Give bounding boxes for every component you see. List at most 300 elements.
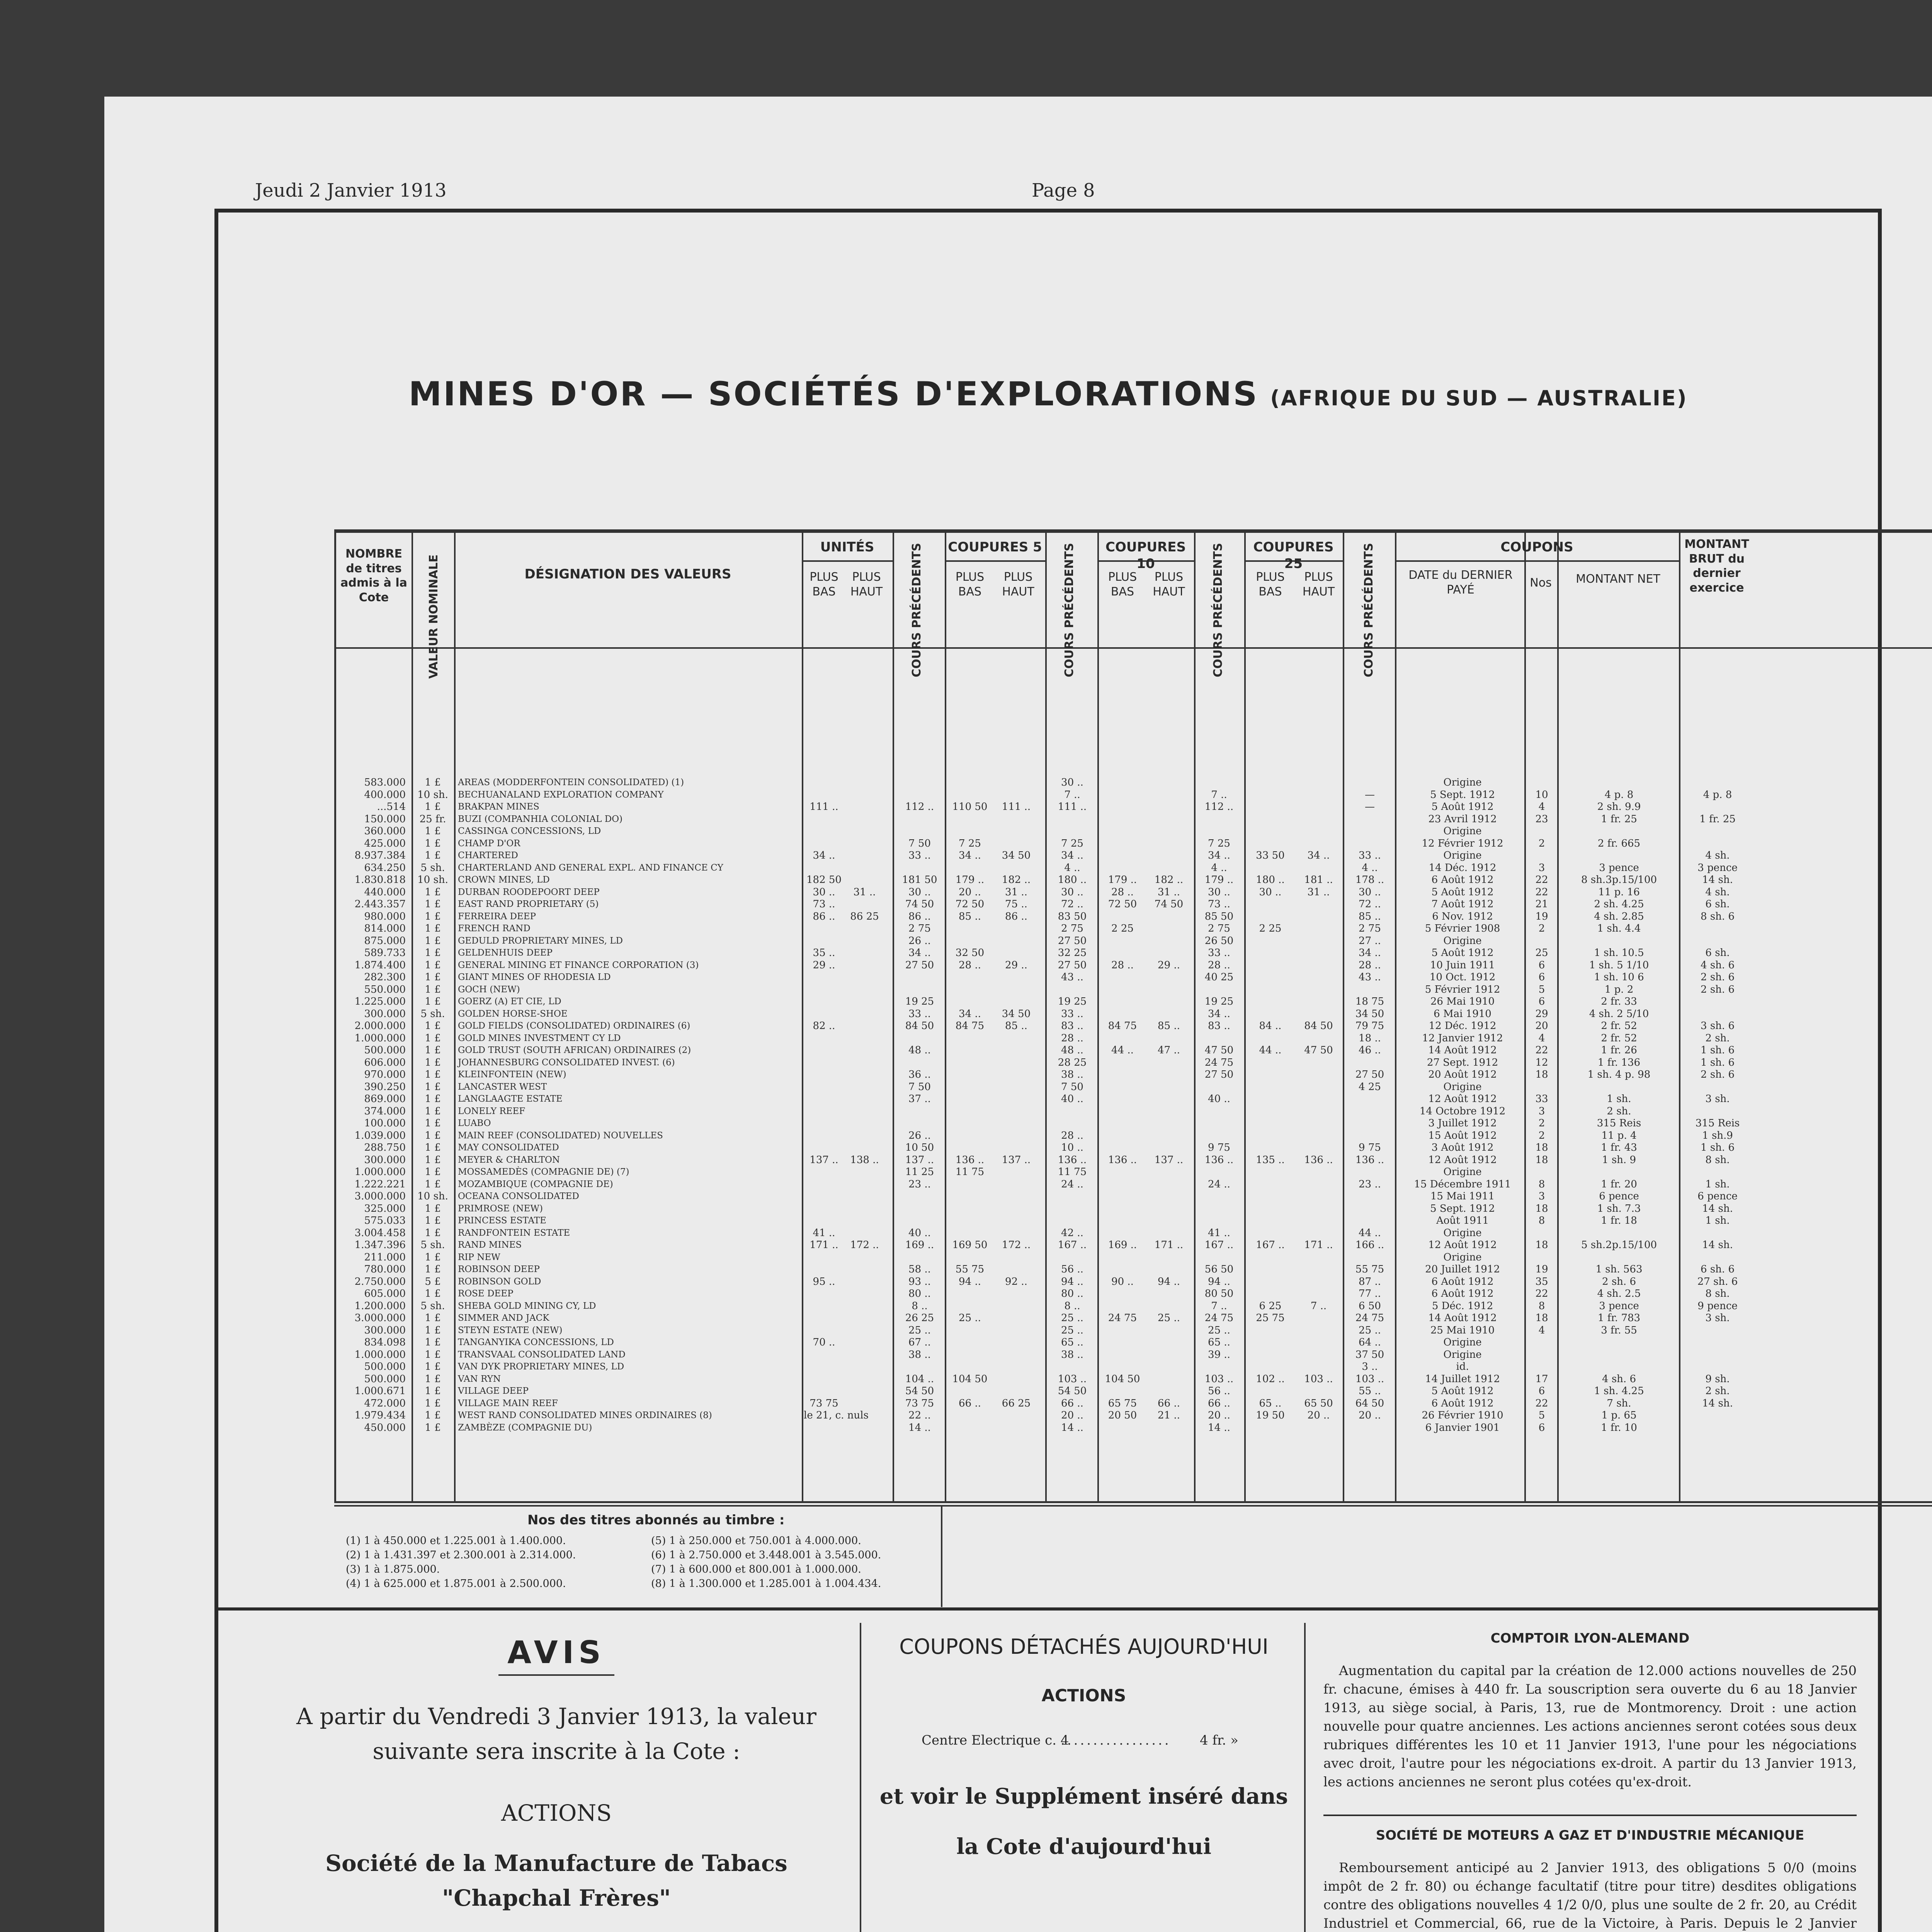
cell-no: 8 xyxy=(1538,1215,1545,1226)
table-row xyxy=(336,1325,1932,1337)
cell-u1: 30 .. xyxy=(813,886,835,898)
cell-br: 1 sh.9 xyxy=(1702,1129,1733,1141)
cell-mt: 1 fr. 10 xyxy=(1601,1422,1637,1434)
cell-n: 1.000.671 xyxy=(354,1385,406,1397)
cell-mt: 2 fr. 52 xyxy=(1601,1032,1637,1044)
cell-c4: 18 .. xyxy=(1359,1032,1381,1044)
cell-c2: 2 75 xyxy=(1061,923,1083,934)
abonne-line: (5) 1 à 250.000 et 750.001 à 4.000.000. xyxy=(651,1535,861,1547)
table-row xyxy=(336,1032,1932,1045)
table-row xyxy=(336,825,1932,838)
cell-c1: 93 .. xyxy=(908,1276,931,1287)
cell-br: 3 sh. xyxy=(1705,1093,1730,1105)
cell-c1: 7 50 xyxy=(908,837,931,849)
cell-c3: 34 .. xyxy=(1208,1008,1230,1020)
cell-c4: 136 .. xyxy=(1355,1154,1384,1166)
cell-c3: 34 .. xyxy=(1208,850,1230,861)
cell-dt: 7 Août 1912 xyxy=(1431,898,1494,910)
cell-u1: 70 .. xyxy=(813,1337,835,1348)
cell-d: LONELY REEF xyxy=(458,1106,526,1116)
cell-c1: 58 .. xyxy=(908,1264,931,1275)
cell-c3: 94 .. xyxy=(1208,1276,1230,1287)
cell-mt: 7 sh. xyxy=(1607,1397,1631,1409)
cell-br: 3 sh. 6 xyxy=(1701,1020,1735,1032)
coupons-detaches-actions: ACTIONS xyxy=(1041,1686,1126,1706)
cell-mt: 5 sh.2p.15/100 xyxy=(1581,1239,1657,1251)
cell-p5: 84 .. xyxy=(1259,1020,1282,1032)
quotation-table xyxy=(334,529,1932,1503)
cell-mt: 2 fr. 665 xyxy=(1597,837,1641,849)
cell-br: 1 sh. 6 xyxy=(1701,1044,1735,1056)
running-head-date: Jeudi 2 Janvier 1913 xyxy=(255,180,447,201)
cell-u1: 73 75 xyxy=(810,1397,838,1409)
header-coupures-5: COUPURES 5 xyxy=(948,539,1042,555)
cell-dt: 5 Août 1912 xyxy=(1431,886,1494,898)
cell-c3: 24 .. xyxy=(1208,1178,1230,1190)
cell-c2: 43 .. xyxy=(1061,971,1083,983)
running-head-page: Page 8 xyxy=(1032,180,1095,201)
cell-n: 634.250 xyxy=(364,862,406,874)
avis-left-box xyxy=(296,1634,817,1915)
cell-v: 1 £ xyxy=(425,971,441,983)
cell-p2: 66 25 xyxy=(1002,1397,1031,1409)
coupon-line: Centre Electrique c. 4 ................. 4 fr. » xyxy=(922,1733,1238,1748)
cell-v: 1 £ xyxy=(425,1020,441,1032)
cell-mt: 2 sh. 9.9 xyxy=(1597,801,1641,813)
cell-dt: 20 Août 1912 xyxy=(1428,1069,1497,1080)
cell-br: 4 sh. xyxy=(1705,850,1730,861)
cell-dt: Origine xyxy=(1443,1337,1482,1348)
cell-c4: 34 50 xyxy=(1355,1008,1384,1020)
abonne-line: (6) 1 à 2.750.000 et 3.448.001 à 3.545.000. xyxy=(651,1549,881,1561)
cell-c3: 80 50 xyxy=(1204,1288,1234,1299)
abonne-line: (1) 1 à 450.000 et 1.225.001 à 1.400.000. xyxy=(346,1535,566,1547)
cell-c3: 20 .. xyxy=(1208,1410,1230,1421)
cell-p5: 102 .. xyxy=(1256,1373,1285,1385)
table-row xyxy=(336,1312,1932,1325)
cell-d: GOLD TRUST (SOUTH AFRICAN) ORDINAIRES (2) xyxy=(458,1045,691,1055)
header-plus-haut-4: PLUS HAUT xyxy=(1302,570,1335,599)
cell-dt: 6 Nov. 1912 xyxy=(1432,910,1493,922)
cell-p5: 167 .. xyxy=(1256,1239,1285,1251)
cell-c2: 27 50 xyxy=(1058,959,1087,971)
cell-br: 3 sh. xyxy=(1705,1312,1730,1324)
section-divider xyxy=(218,1607,1878,1611)
cell-no: 6 xyxy=(1538,1422,1545,1434)
cell-p4: 94 .. xyxy=(1158,1276,1180,1287)
cell-d: CROWN MINES, LD xyxy=(458,875,550,885)
cell-c3: 73 .. xyxy=(1208,898,1230,910)
cell-c1: 38 .. xyxy=(908,1349,931,1361)
cell-p3: 169 .. xyxy=(1108,1239,1137,1251)
cell-mt: 1 p. 2 xyxy=(1604,983,1634,995)
cell-br: 2 sh. 6 xyxy=(1701,971,1735,983)
cell-p6: 34 .. xyxy=(1307,850,1330,861)
cell-c3: 66 .. xyxy=(1208,1397,1230,1409)
cell-mt: 11 p. 16 xyxy=(1598,886,1640,898)
cell-v: 1 £ xyxy=(425,886,441,898)
cell-no: 8 xyxy=(1538,1178,1545,1190)
cell-dt: 10 Oct. 1912 xyxy=(1429,971,1496,983)
cell-dt: Origine xyxy=(1443,1166,1482,1178)
cell-dt: 12 Août 1912 xyxy=(1428,1154,1497,1166)
cell-n: 1.979.434 xyxy=(354,1410,406,1421)
cell-c2: 24 .. xyxy=(1061,1178,1083,1190)
cell-dt: Origine xyxy=(1443,1081,1482,1093)
cell-u1: 34 .. xyxy=(813,850,835,861)
table-row xyxy=(336,874,1932,886)
cell-c1: 73 75 xyxy=(905,1397,934,1409)
cell-v: 1 £ xyxy=(425,923,441,934)
cell-no: 25 xyxy=(1535,947,1548,959)
cell-c4: 28 .. xyxy=(1359,959,1381,971)
cell-mt: 4 sh. 6 xyxy=(1602,1373,1636,1385)
cell-p6: 171 .. xyxy=(1304,1239,1333,1251)
cell-c4: 24 75 xyxy=(1355,1312,1384,1324)
moteurs-title: SOCIÉTÉ DE MOTEURS A GAZ ET D'INDUSTRIE MÉCANIQUE xyxy=(1376,1828,1804,1843)
header-plus-bas-4: PLUS BAS xyxy=(1256,570,1285,599)
cell-c1: 67 .. xyxy=(908,1337,931,1348)
cell-br: 1 sh. xyxy=(1705,1178,1730,1190)
cell-n: 3.000.000 xyxy=(354,1190,406,1202)
cell-mt: 3 pence xyxy=(1599,1300,1639,1312)
cell-p5: 19 50 xyxy=(1256,1410,1285,1421)
cell-no: 19 xyxy=(1535,910,1548,922)
cell-c1: 26 .. xyxy=(908,935,931,947)
cell-c2: 8 .. xyxy=(1064,1300,1080,1312)
cell-p1: 66 .. xyxy=(959,1397,981,1409)
cell-dt: Origine xyxy=(1443,935,1482,947)
cell-c1: 33 .. xyxy=(908,1008,931,1020)
table-row xyxy=(336,1154,1932,1167)
comptoir-title: COMPTOIR LYON-ALEMAND xyxy=(1490,1631,1690,1646)
cell-c4: 3 .. xyxy=(1362,1361,1378,1372)
cell-no: 3 xyxy=(1538,862,1545,874)
cell-no: 4 xyxy=(1538,1324,1545,1336)
table-row xyxy=(336,984,1932,996)
cell-d: SHEBA GOLD MINING CY, LD xyxy=(458,1301,596,1311)
cell-p6: 103 .. xyxy=(1304,1373,1333,1385)
cell-v: 1 £ xyxy=(425,1129,441,1141)
abonne-line: (2) 1 à 1.431.397 et 2.300.001 à 2.314.000. xyxy=(346,1549,576,1561)
cell-d: MAY CONSOLIDATED xyxy=(458,1143,559,1153)
table-row xyxy=(336,1203,1932,1215)
cell-n: 425.000 xyxy=(364,837,406,849)
cell-dt: 15 Mai 1911 xyxy=(1430,1190,1495,1202)
cell-br: 2 sh. xyxy=(1705,1385,1730,1397)
cell-c4: 27 50 xyxy=(1355,1069,1384,1080)
cell-d: ROSE DEEP xyxy=(458,1289,514,1299)
cell-n: 2.750.000 xyxy=(354,1276,406,1287)
cell-c3: 14 .. xyxy=(1208,1422,1230,1434)
cell-p6: 7 .. xyxy=(1310,1300,1327,1312)
cell-p2: 29 .. xyxy=(1005,959,1027,971)
cell-d: RIP NEW xyxy=(458,1252,500,1262)
cell-br: 9 sh. xyxy=(1705,1373,1730,1385)
cell-mt: 1 fr. 18 xyxy=(1601,1215,1637,1226)
cell-no: 6 xyxy=(1538,996,1545,1007)
cell-p2: 34 50 xyxy=(1002,850,1031,861)
cell-u1: 86 .. xyxy=(813,910,835,922)
table-row xyxy=(336,1398,1932,1410)
cell-no: 18 xyxy=(1535,1154,1548,1166)
cell-p3: 65 75 xyxy=(1108,1397,1137,1409)
table-row xyxy=(336,1252,1932,1264)
table-row xyxy=(336,1215,1932,1227)
cell-c1: 26 .. xyxy=(908,1129,931,1141)
cell-c3: 136 .. xyxy=(1204,1154,1234,1166)
cell-d: VAN DYK PROPRIETARY MINES, LD xyxy=(458,1362,624,1372)
cell-c2: 167 .. xyxy=(1058,1239,1087,1251)
cell-p5: 135 .. xyxy=(1256,1154,1285,1166)
header-cours-3: COURS PRÉCÉDENTS xyxy=(1211,543,1225,677)
cell-c3: 24 75 xyxy=(1204,1056,1234,1068)
cell-c2: 10 .. xyxy=(1061,1142,1083,1153)
header-numero: Nos xyxy=(1530,576,1552,590)
cell-v: 1 £ xyxy=(425,825,441,837)
cell-mt: 1 sh. 5 1/10 xyxy=(1589,959,1649,971)
cell-p5: 33 50 xyxy=(1256,850,1285,861)
header-coupures-25: COUPURES 25 xyxy=(1253,539,1334,571)
cell-no: 6 xyxy=(1538,1385,1545,1397)
cell-c2: 94 .. xyxy=(1061,1276,1083,1287)
cell-c2: 25 .. xyxy=(1061,1312,1083,1324)
header-coupons: COUPONS xyxy=(1500,539,1573,555)
cell-br: 9 pence xyxy=(1697,1300,1738,1312)
cell-c1: 11 25 xyxy=(905,1166,934,1178)
cell-v: 1 £ xyxy=(425,935,441,947)
cell-c4: 72 .. xyxy=(1359,898,1381,910)
cell-dt: 10 Juin 1911 xyxy=(1430,959,1495,971)
cell-c4: 9 75 xyxy=(1359,1142,1381,1153)
cell-dt: 5 Août 1912 xyxy=(1431,801,1494,813)
cell-c4: 79 75 xyxy=(1355,1020,1384,1032)
cell-n: 1.000.000 xyxy=(354,1032,406,1044)
cell-dt: Origine xyxy=(1443,777,1482,788)
cell-no: 5 xyxy=(1538,983,1545,995)
cell-d: GOLD MINES INVESTMENT CY LD xyxy=(458,1033,621,1043)
cell-dt: 26 Février 1910 xyxy=(1422,1410,1503,1421)
cell-d: RAND MINES xyxy=(458,1240,522,1250)
cell-p5: 180 .. xyxy=(1256,874,1285,886)
cell-br: 6 pence xyxy=(1697,1190,1738,1202)
cell-v: 1 £ xyxy=(425,1105,441,1117)
cell-c3: 7 .. xyxy=(1211,789,1227,801)
cell-c4: 20 .. xyxy=(1359,1410,1381,1421)
cell-br: 4 p. 8 xyxy=(1703,789,1732,801)
cell-c4: 64 .. xyxy=(1359,1337,1381,1348)
cell-c1: 30 .. xyxy=(908,886,931,898)
cell-c2: 136 .. xyxy=(1058,1154,1087,1166)
cell-u1: 73 .. xyxy=(813,898,835,910)
cell-p2: 92 .. xyxy=(1005,1276,1027,1287)
cell-n: 500.000 xyxy=(364,1361,406,1372)
cell-p3: 28 .. xyxy=(1111,959,1134,971)
cell-no: 17 xyxy=(1535,1373,1548,1385)
cell-c4: 166 .. xyxy=(1355,1239,1384,1251)
cell-p4: 21 .. xyxy=(1158,1410,1180,1421)
cell-c1: 25 .. xyxy=(908,1324,931,1336)
cell-p1: 20 .. xyxy=(959,886,981,898)
cell-no: 2 xyxy=(1538,837,1545,849)
cell-p6: 47 50 xyxy=(1304,1044,1333,1056)
cell-n: 288.750 xyxy=(364,1142,406,1153)
header-montant-brut: MONTANT BRUT du dernier exercice xyxy=(1684,537,1749,595)
cell-c1: 2 75 xyxy=(908,923,931,934)
cell-br: 14 sh. xyxy=(1702,1202,1733,1214)
cell-br: 14 sh. xyxy=(1702,874,1733,886)
cell-p2: 31 .. xyxy=(1005,886,1027,898)
cell-c4: 43 .. xyxy=(1359,971,1381,983)
cell-c4: 4 .. xyxy=(1362,862,1378,874)
cell-c4: 18 75 xyxy=(1355,996,1384,1007)
table-row xyxy=(336,1166,1932,1179)
cell-c2: 103 .. xyxy=(1058,1373,1087,1385)
cell-c3: 39 .. xyxy=(1208,1349,1230,1361)
header-cours-4: COURS PRÉCÉDENTS xyxy=(1362,543,1376,677)
cell-mt: 1 sh. 4.25 xyxy=(1594,1385,1644,1397)
cell-p2: 85 .. xyxy=(1005,1020,1027,1032)
cell-v: 1 £ xyxy=(425,1324,441,1336)
cell-no: 3 xyxy=(1538,1105,1545,1117)
cell-p5: 6 25 xyxy=(1259,1300,1282,1312)
cell-dt: 6 Août 1912 xyxy=(1431,1276,1494,1287)
cell-d: GOERZ (A) ET CIE, LD xyxy=(458,997,561,1007)
cell-p3: 24 75 xyxy=(1108,1312,1137,1324)
cell-v: 1 £ xyxy=(425,1202,441,1214)
cell-c4: 55 75 xyxy=(1355,1264,1384,1275)
cell-c2: 54 50 xyxy=(1058,1385,1087,1397)
cell-v: 1 £ xyxy=(425,1056,441,1068)
cell-dt: 6 Août 1912 xyxy=(1431,874,1494,886)
table-row xyxy=(336,1276,1932,1288)
cell-c2: 30 .. xyxy=(1061,886,1083,898)
cell-c2: 48 .. xyxy=(1061,1044,1083,1056)
cell-p1: 55 75 xyxy=(955,1264,985,1275)
cell-c1: 137 .. xyxy=(905,1154,934,1166)
cell-p5: 44 .. xyxy=(1259,1044,1282,1056)
cell-d: WEST RAND CONSOLIDATED MINES ORDINAIRES (8) xyxy=(458,1410,712,1420)
table-row xyxy=(336,777,1932,789)
table-row xyxy=(336,1349,1932,1361)
cell-c3: 103 .. xyxy=(1204,1373,1234,1385)
right-column xyxy=(1323,1631,1857,1932)
cell-n: 2.000.000 xyxy=(354,1020,406,1032)
table-row xyxy=(336,1361,1932,1373)
header-plus-haut-1: PLUS HAUT xyxy=(850,570,883,599)
table-row xyxy=(336,789,1932,801)
cell-mt: 4 p. 8 xyxy=(1604,789,1634,801)
cell-dt: id. xyxy=(1456,1361,1469,1372)
cell-u1: 95 .. xyxy=(813,1276,835,1287)
cell-d: LANCASTER WEST xyxy=(458,1082,547,1092)
cell-c4: 44 .. xyxy=(1359,1227,1381,1239)
cell-d: KLEINFONTEIN (NEW) xyxy=(458,1070,566,1080)
cell-v: 1 £ xyxy=(425,1142,441,1153)
cell-p4: 29 .. xyxy=(1158,959,1180,971)
cell-c4: 2 75 xyxy=(1359,923,1381,934)
cell-n: 1.000.000 xyxy=(354,1349,406,1361)
cell-dt: 6 Août 1912 xyxy=(1431,1288,1494,1299)
cell-u2: 31 .. xyxy=(853,886,876,898)
cell-dt: 5 Février 1908 xyxy=(1425,923,1500,934)
cell-v: 1 £ xyxy=(425,1337,441,1348)
cell-c2: 180 .. xyxy=(1058,874,1087,886)
cell-no: 4 xyxy=(1538,1032,1545,1044)
cell-c3: 47 50 xyxy=(1204,1044,1234,1056)
cell-c3: 65 .. xyxy=(1208,1337,1230,1348)
cell-mt: 2 fr. 52 xyxy=(1601,1020,1637,1032)
cell-dt: Origine xyxy=(1443,1227,1482,1239)
cell-d: MOZAMBIQUE (COMPAGNIE DE) xyxy=(458,1179,613,1189)
cell-mt: 1 sh. 9 xyxy=(1602,1154,1636,1166)
cell-dt: 14 Juillet 1912 xyxy=(1425,1373,1500,1385)
cell-n: 211.000 xyxy=(364,1251,406,1263)
cell-mt: 1 fr. 20 xyxy=(1601,1178,1637,1190)
cell-dt: 23 Avril 1912 xyxy=(1428,813,1497,825)
cell-v: 1 £ xyxy=(425,1251,441,1263)
cell-d: CHARTERED xyxy=(458,850,518,861)
cell-u1: 29 .. xyxy=(813,959,835,971)
cell-d: GELDENHUIS DEEP xyxy=(458,948,553,958)
cell-d: CHARTERLAND AND GENERAL EXPL. AND FINANCE CY xyxy=(458,862,723,873)
cell-p1: 7 25 xyxy=(959,837,981,849)
cell-br: 315 Reis xyxy=(1695,1117,1740,1129)
cell-dt: 25 Mai 1910 xyxy=(1430,1324,1495,1336)
cell-n: 282.300 xyxy=(364,971,406,983)
cell-v: 1 £ xyxy=(425,1081,441,1093)
cell-p4: 47 .. xyxy=(1158,1044,1180,1056)
abonne-line: (8) 1 à 1.300.000 et 1.285.001 à 1.004.434. xyxy=(651,1578,881,1590)
cell-p1: 84 75 xyxy=(955,1020,985,1032)
cell-c4: 6 50 xyxy=(1359,1300,1381,1312)
cell-no: 2 xyxy=(1538,1117,1545,1129)
comptoir-text: Augmentation du capital par la création de 12.000 actions nouvelles de 250 fr. chacune, émises à 440 fr. La souscription sera ouverte du 6 au 18 Janvier 1913, au siège social, à Paris, 13, rue de Montmorency. Droit : une action nouvelle pour quatre anciennes. Les actions anciennes seront cotées sous deux rubriques différentes les 10 et 11 Janvier 1913, l'une pour les négociations avec droit, l'autre pour les négociations ex-droit. A partir du 13 Janvier 1913, les actions anciennes ne seront plus cotées qu'ex-droit. xyxy=(1323,1663,1857,1790)
cell-c1: 48 .. xyxy=(908,1044,931,1056)
cell-u2: 86 25 xyxy=(850,910,879,922)
cell-c2: 33 .. xyxy=(1061,1008,1083,1020)
cell-v: 5 sh. xyxy=(420,1008,445,1020)
table-row xyxy=(336,1069,1932,1081)
cell-c4: — xyxy=(1365,789,1375,801)
cell-d: CASSINGA CONCESSIONS, LD xyxy=(458,826,601,836)
cell-d: ROBINSON DEEP xyxy=(458,1264,540,1274)
cell-mt: 2 sh. xyxy=(1607,1105,1631,1117)
cell-d: STEYN ESTATE (NEW) xyxy=(458,1325,563,1335)
cell-u1: 137 .. xyxy=(810,1154,838,1166)
cell-p2: 34 50 xyxy=(1002,1008,1031,1020)
cell-n: 300.000 xyxy=(364,1324,406,1336)
cell-c3: 2 75 xyxy=(1208,923,1230,934)
cell-c2: 25 .. xyxy=(1061,1324,1083,1336)
avis-left-text: A partir du Vendredi 3 Janvier 1913, la valeur suivante sera inscrite à la Cote : xyxy=(296,1703,816,1764)
table-row xyxy=(336,801,1932,813)
table-row xyxy=(336,1288,1932,1300)
cell-d: LANGLAAGTE ESTATE xyxy=(458,1094,563,1104)
cell-p1: 34 .. xyxy=(959,850,981,861)
cell-mt: 1 fr. 25 xyxy=(1601,813,1637,825)
cell-dt: 14 Déc. 1912 xyxy=(1429,862,1497,874)
cell-v: 10 sh. xyxy=(417,1190,448,1202)
cell-no: 21 xyxy=(1535,898,1548,910)
cell-br: 14 sh. xyxy=(1702,1397,1733,1409)
cell-no: 18 xyxy=(1535,1239,1548,1251)
cell-br: 2 sh. 6 xyxy=(1701,1069,1735,1080)
cell-c3: 26 50 xyxy=(1204,935,1234,947)
cell-c2: 7 50 xyxy=(1061,1081,1083,1093)
cell-c1: 34 .. xyxy=(908,947,931,959)
cell-v: 1 £ xyxy=(425,1288,441,1299)
